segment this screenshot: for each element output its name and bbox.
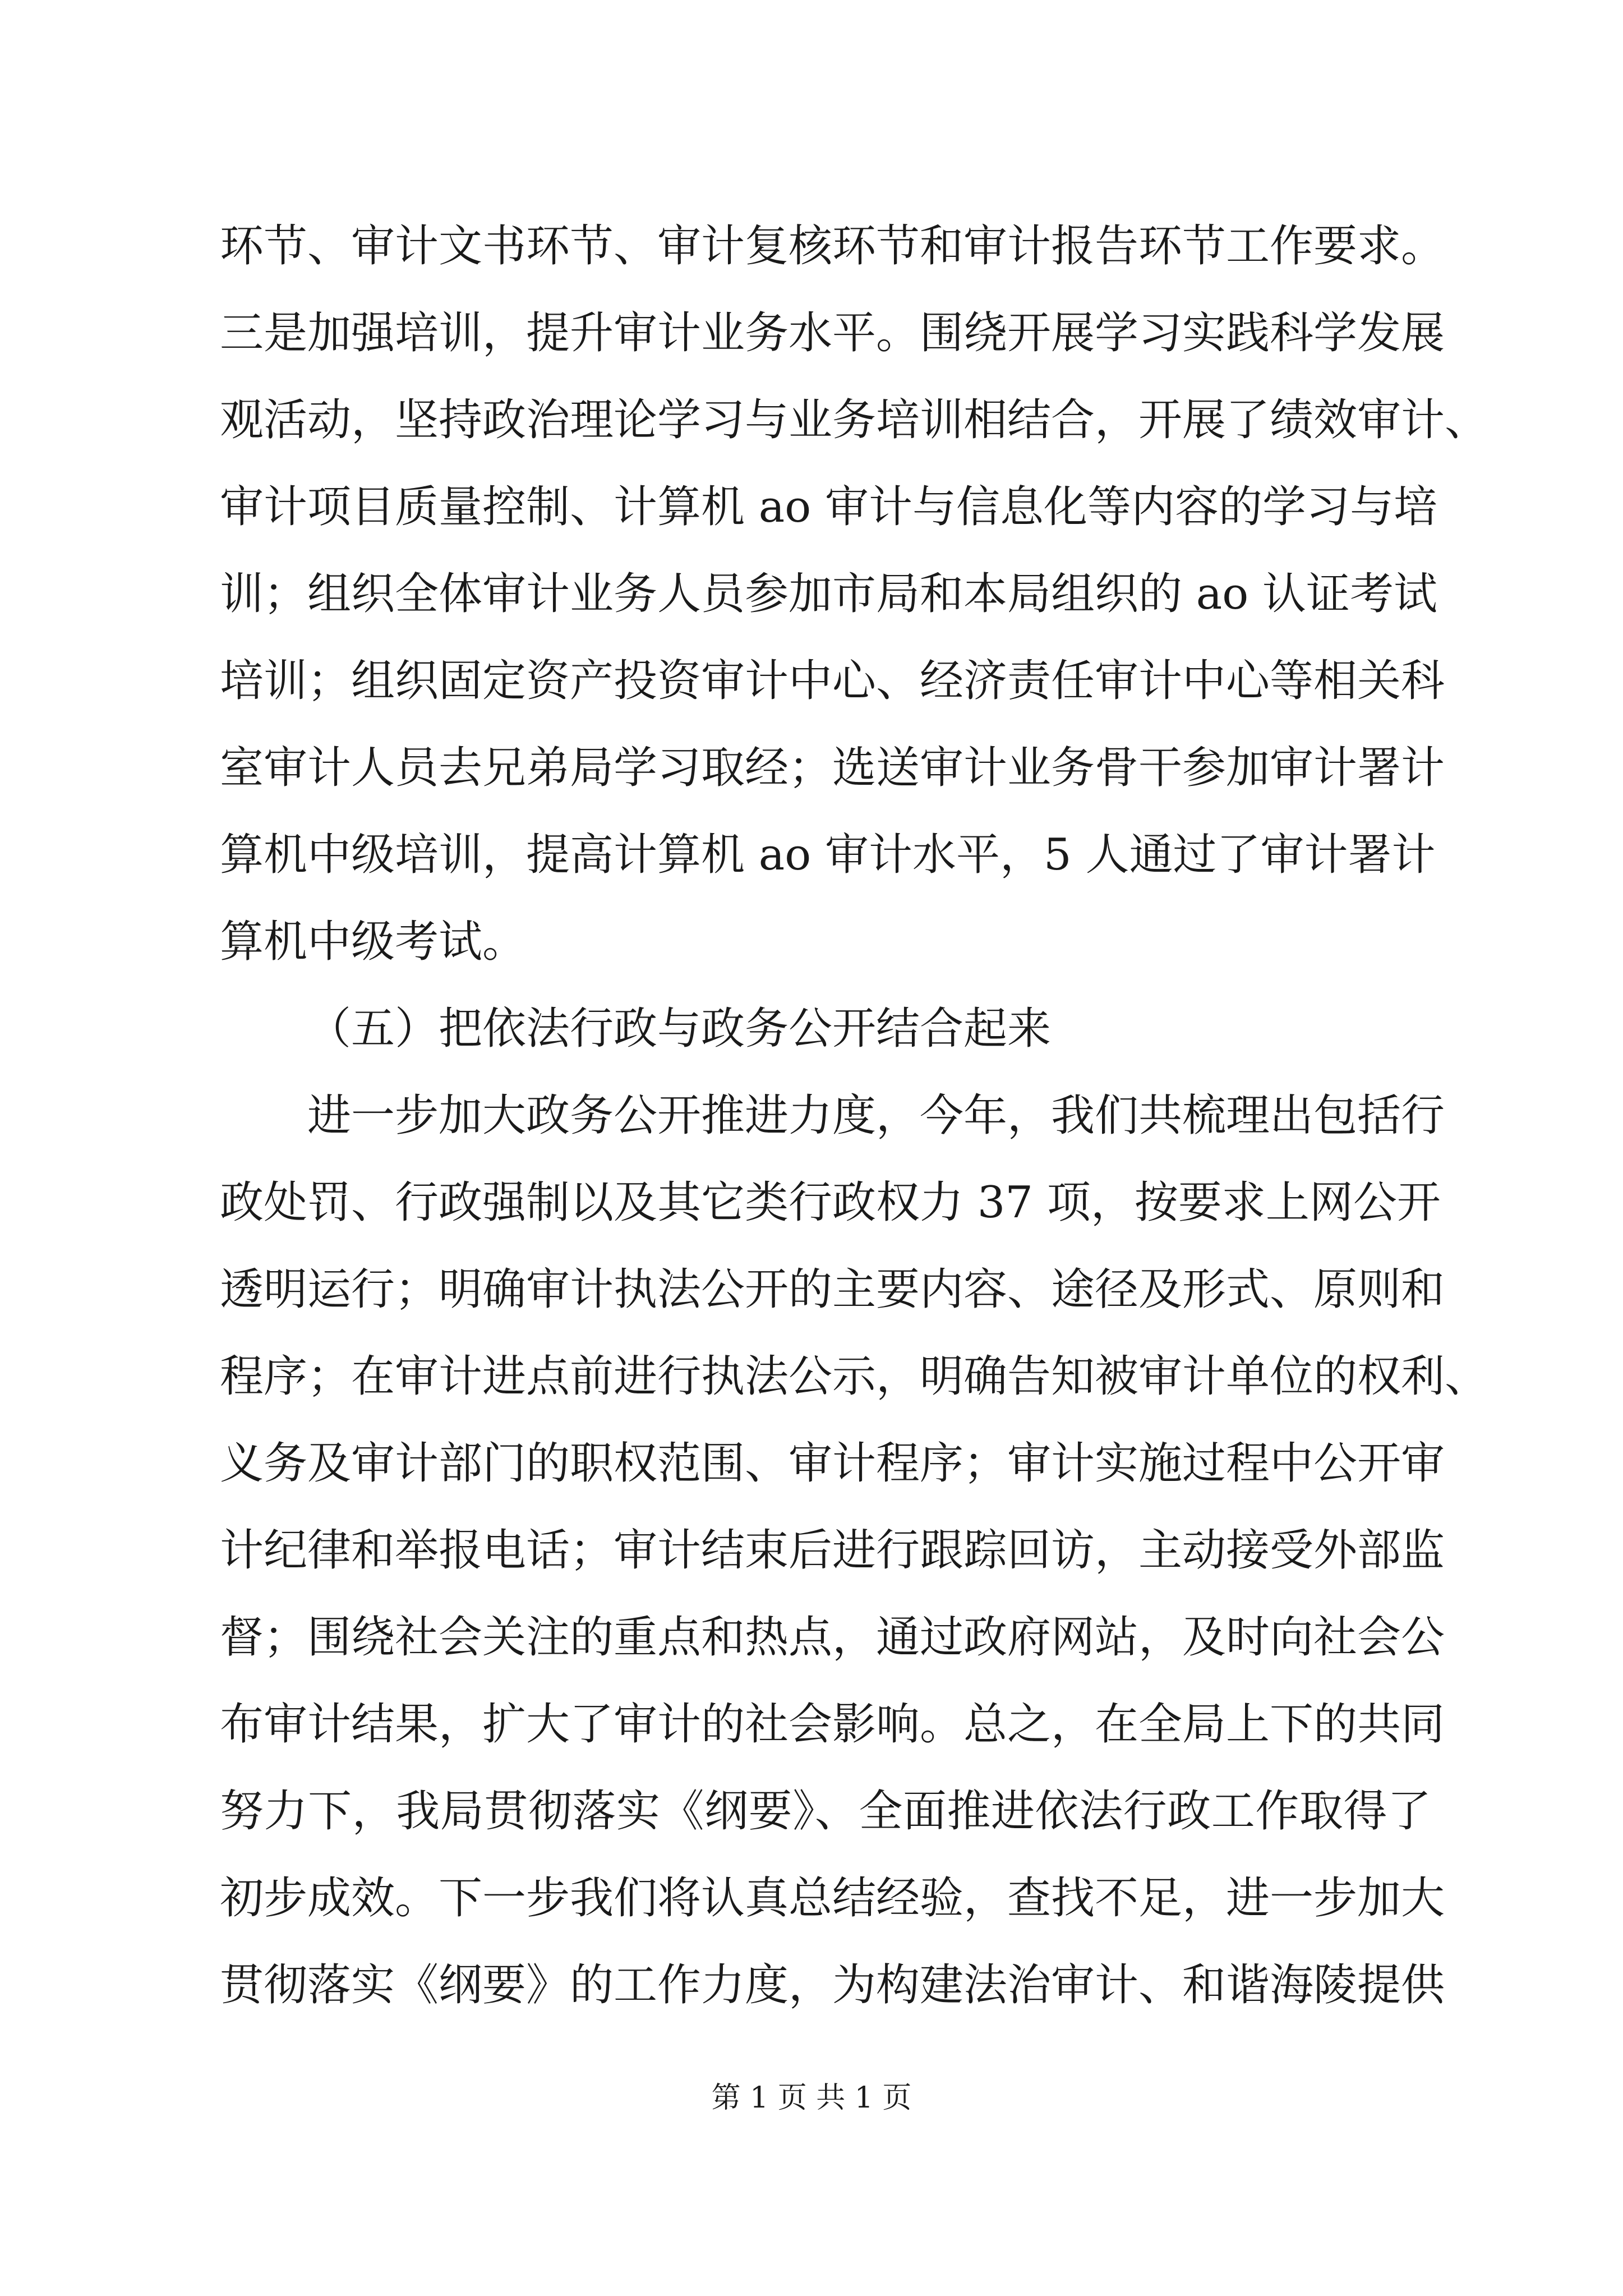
document-body [220, 203, 1489, 2029]
text-line: 贯彻落实《纲要》的工作力度，为构建法治审计、和谐海陵提供 [220, 1960, 1445, 2010]
text-line: 观活动，坚持政治理论学习与业务培训相结合，开展了绩效审计、 [220, 395, 1489, 445]
text-line: 训；组织全体审计业务人员参加市局和本局组织的 ao 认证考试 [220, 569, 1438, 619]
text-line: 审计项目质量控制、计算机 ao 审计与信息化等内容的学习与培 [220, 482, 1438, 532]
text-line: 布审计结果，扩大了审计的社会影响。总之，在全局上下的共同 [220, 1699, 1445, 1750]
text-line: 进一步加大政务公开推进力度，今年，我们共梳理出包括行 [307, 1091, 1445, 1141]
text-line: 义务及审计部门的职权范围、审计程序；审计实施过程中公开审 [220, 1438, 1445, 1489]
text-line: 初步成效。下一步我们将认真总结经验，查找不足，进一步加大 [220, 1873, 1445, 1924]
section-heading: （五）把依法行政与政务公开结合起来 [307, 1004, 1052, 1054]
text-line: 培训；组织固定资产投资审计中心、经济责任审计中心等相关科 [220, 656, 1445, 706]
text-line: 算机中级培训，提高计算机 ao 审计水平，5 人通过了审计署计 [220, 830, 1436, 880]
text-line: 程序；在审计进点前进行执法公示，明确告知被审计单位的权利、 [220, 1351, 1489, 1402]
text-line: 三是加强培训，提升审计业务水平。围绕开展学习实践科学发展 [220, 308, 1445, 358]
text-line: 室审计人员去兄弟局学习取经；选送审计业务骨干参加审计署计 [220, 743, 1445, 793]
text-line: 环节、审计文书环节、审计复核环节和审计报告环节工作要求。 [220, 221, 1445, 272]
text-line: 政处罚、行政强制以及其它类行政权力 37 项，按要求上网公开 [220, 1177, 1441, 1228]
text-line: 算机中级考试。 [220, 917, 527, 967]
text-line: 努力下，我局贯彻落实《纲要》、全面推进依法行政工作取得了 [220, 1786, 1431, 1837]
page-number-footer: 第 1 页 共 1 页 [711, 2081, 912, 2115]
text-line: 透明运行；明确审计执法公开的主要内容、途径及形式、原则和 [220, 1264, 1445, 1315]
text-line: 督；围绕社会关注的重点和热点，通过政府网站，及时向社会公 [220, 1612, 1445, 1663]
text-line: 计纪律和举报电话；审计结束后进行跟踪回访，主动接受外部监 [220, 1525, 1445, 1576]
